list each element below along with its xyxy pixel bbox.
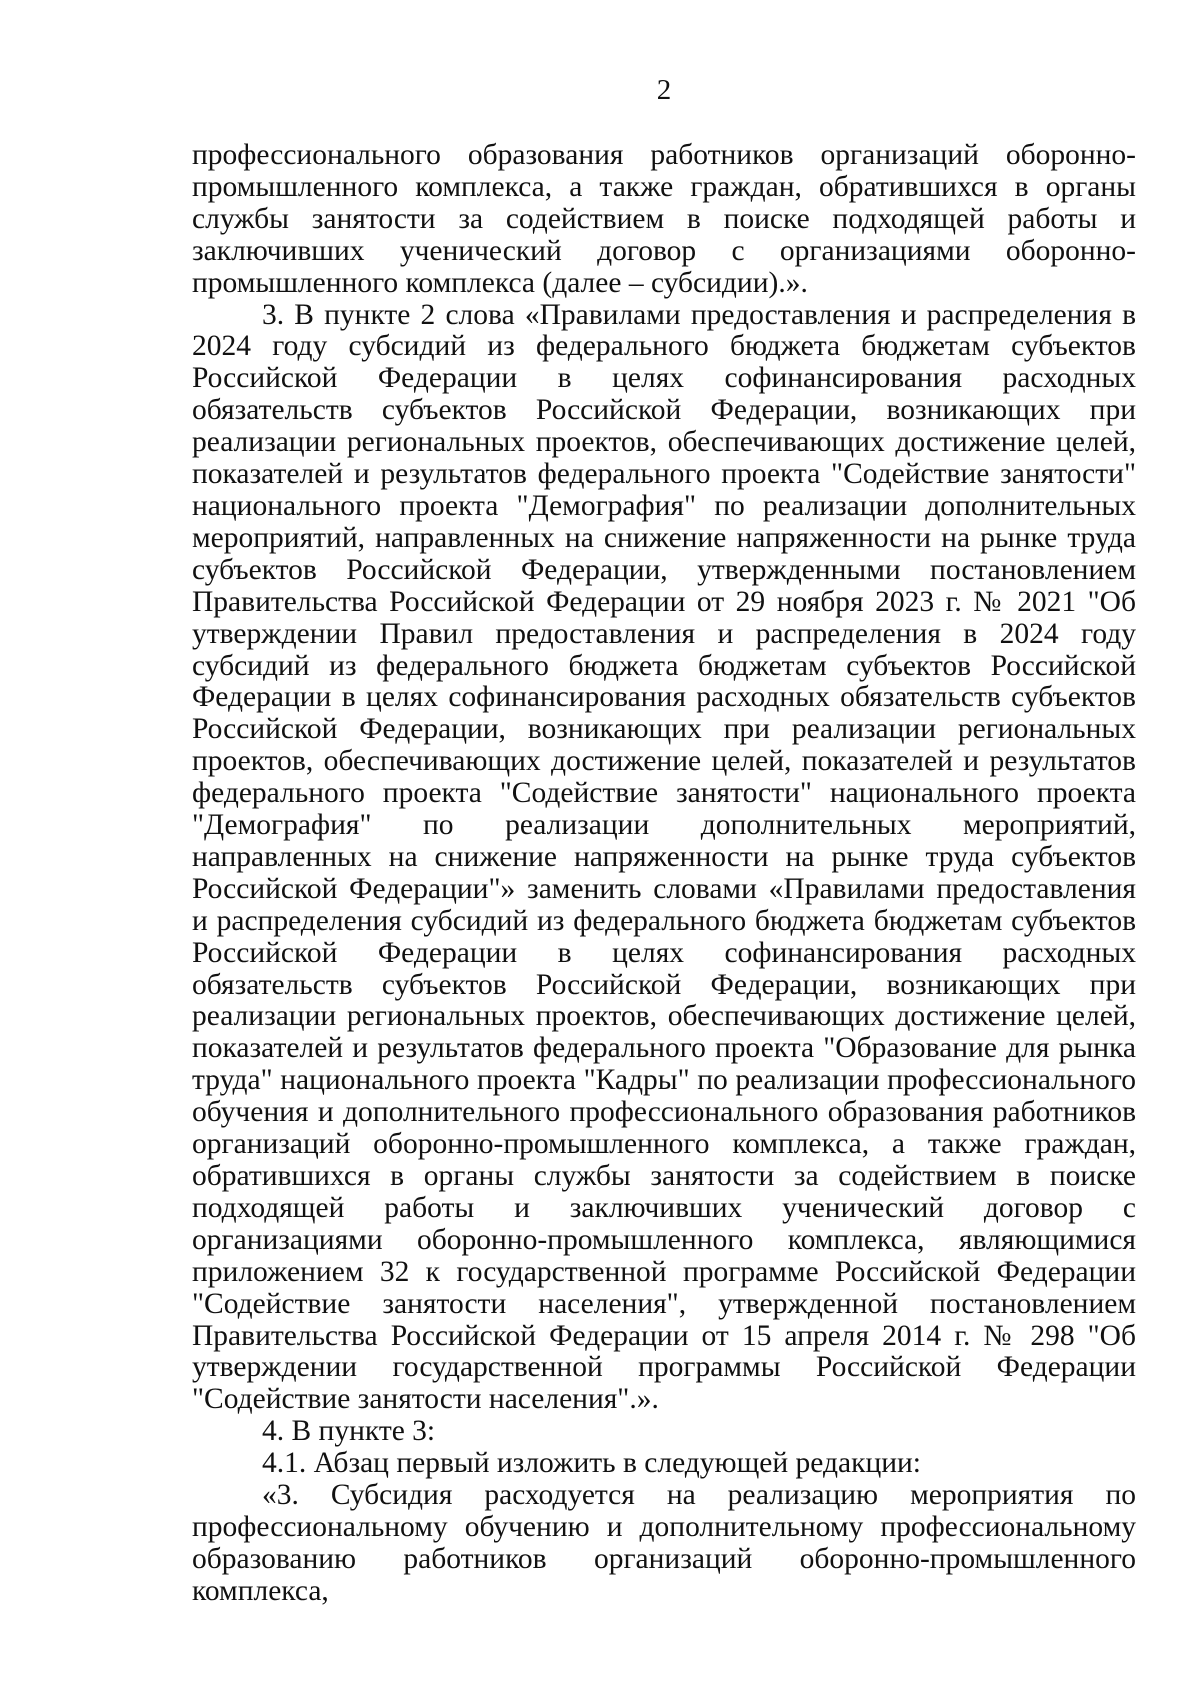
paragraph-new-edition: «3. Субсидия расходуется на реализацию мероприятия по профессиональному обучению и дополнительному профессиональному образованию работников организаций оборонно-промышленного комплекса, bbox=[192, 1479, 1136, 1607]
paragraph-item-3: 3. В пункте 2 слова «Правилами предоставления и распределения в 2024 году субсидий из федерального бюджета бюджетам субъектов Российской Федерации в целях софинансирования расходных обязательств субъектов Российской Федерации, возникающих при реализации региональных проектов, обеспечивающих достижение целей, показателей и результатов федерального проекта "Содействие занятости" национального проекта "Демография" по реализации дополнительных мероприятий, направленных на снижение напряженности на рынке труда субъектов Российской Федерации, утвержденными постановлением Правительства Российской Федерации от 29 ноября 2023 г. № 2021 "Об утверждении Правил предоставления и распределения в 2024 году субсидий из федерального бюджета бюджетам субъектов Российской Федерации в целях софинансирования расходных обязательств субъектов Российской Федерации, возникающих при реализации региональных проектов, обеспечивающих достижение целей, показателей и результатов федерального проекта "Содействие занятости" национального проекта "Демография" по реализации дополнительных мероприятий, направленных на снижение напряженности на рынке труда субъектов Российской Федерации"» заменить словами «Правилами предоставления и распределения субсидий из федерального бюджета бюджетам субъектов Российской Федерации в целях софинансирования расходных обязательств субъектов Российской Федерации, возникающих при реализации региональных проектов, обеспечивающих достижение целей, показателей и результатов федерального проекта "Образование для рынка труда" национального проекта "Кадры" по реализации профессионального обучения и дополнительного профессионального образования работников организаций оборонно-промышленного комплекса, а также граждан, обратившихся в органы службы занятости за содействием в поиске подходящей работы и заключивших ученический договор с организациями оборонно-промышленного комплекса, являющимися приложением 32 к государственной программе Российской Федерации "Содействие занятости населения", утвержденной постановлением Правительства Российской Федерации от 15 апреля 2014 г. № 298 "Об утверждении государственной программы Российской Федерации "Содействие занятости населения".». bbox=[192, 298, 1136, 1416]
paragraph-continuation: профессионального образования работников организаций оборонно-промышленного комплекса, а также граждан, обратившихся в органы службы занятости за содействием в поиске подходящей работы и заключивших ученический договор с организациями оборонно-промышленного комплекса (далее – субсидии).». bbox=[192, 139, 1136, 299]
paragraph-item-4-1: 4.1. Абзац первый изложить в следующей редакции: bbox=[262, 1447, 921, 1480]
document-body bbox=[192, 140, 1136, 1608]
page-number: 2 bbox=[656, 74, 672, 106]
paragraph-item-4: 4. В пункте 3: bbox=[262, 1415, 436, 1448]
